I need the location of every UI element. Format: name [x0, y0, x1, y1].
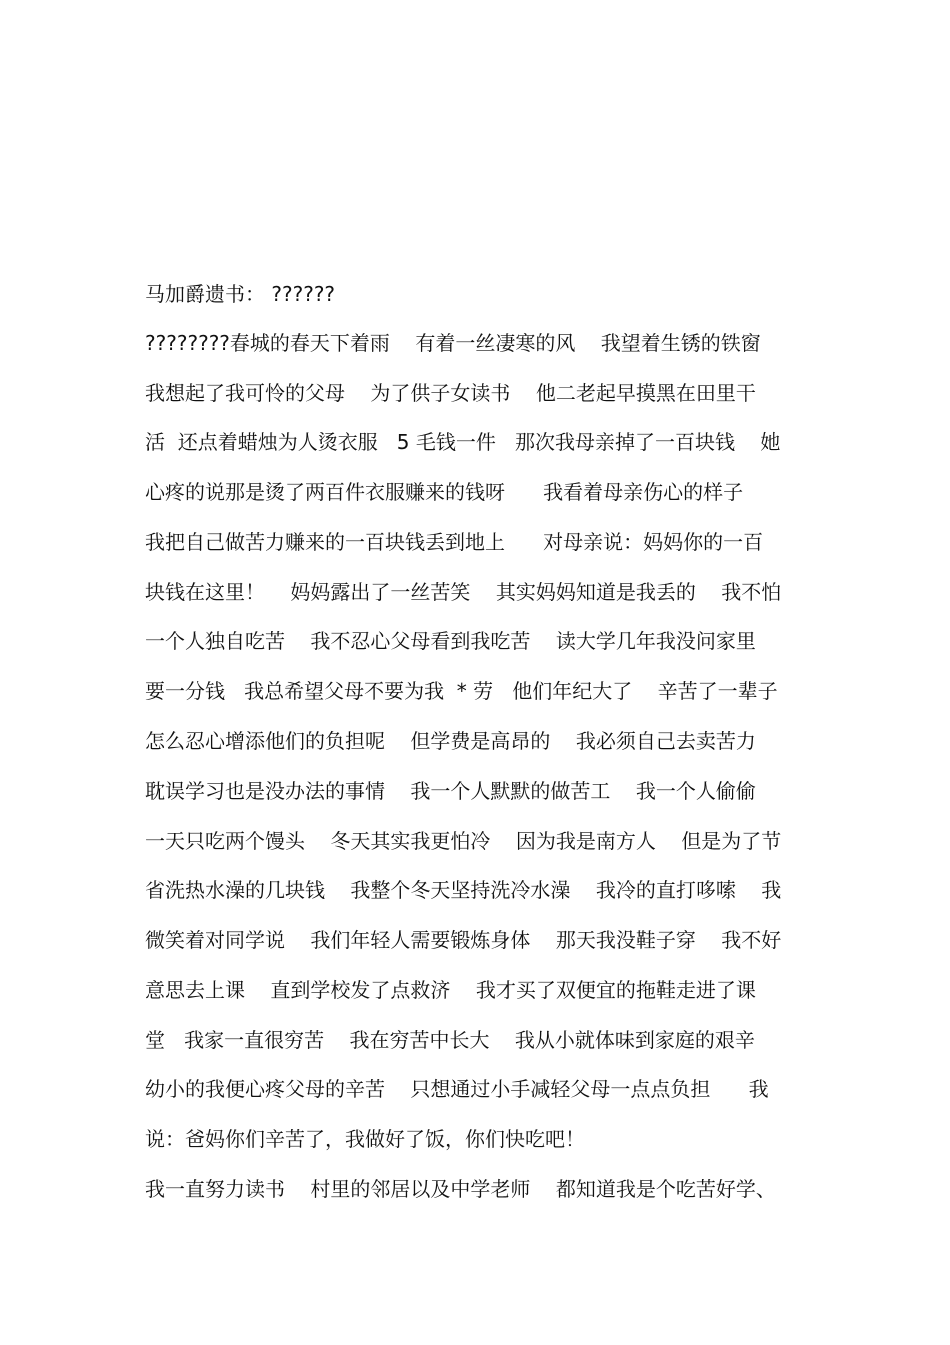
text-line: 心疼的说那是烫了两百件衣服赚来的钱呀 我看着母亲伤心的样子	[145, 480, 744, 504]
text-line: 活 还点着蜡烛为人烫衣服 5 毛钱一件 那次我母亲掉了一百块钱 她	[145, 430, 781, 454]
text-line: 意思去上课 直到学校发了点救济 我才买了双便宜的拖鞋走进了课	[145, 978, 756, 1002]
text-line: 要一分钱 我总希望父母不要为我 * 劳 他们年纪大了 辛苦了一辈子	[145, 679, 778, 703]
text-line: ????????春城的春天下着雨 有着一丝凄寒的风 我望着生锈的铁窗	[145, 331, 761, 355]
text-line: 我一直努力读书 村里的邻居以及中学老师 都知道我是个吃苦好学、	[145, 1177, 776, 1201]
text-line: 微笑着对同学说 我们年轻人需要锻炼身体 那天我没鞋子穿 我不好	[145, 928, 782, 952]
text-line: 一天只吃两个馒头 冬天其实我更怕冷 因为我是南方人 但是为了节	[145, 829, 782, 853]
text-line: 一个人独自吃苦 我不忍心父母看到我吃苦 读大学几年我没问家里	[145, 629, 756, 653]
text-line: 我想起了我可怜的父母 为了供子女读书 他二老起早摸黑在田里干	[145, 381, 756, 405]
text-line: 说：爸妈你们辛苦了，我做好了饭，你们快吃吧！	[145, 1127, 585, 1151]
text-line: 块钱在这里！ 妈妈露出了一丝苦笑 其实妈妈知道是我丢的 我不怕	[145, 580, 782, 604]
text-line: 堂 我家一直很穷苦 我在穷苦中长大 我从小就体味到家庭的艰辛	[145, 1028, 755, 1052]
text-line: 省洗热水澡的几块钱 我整个冬天坚持洗冷水澡 我冷的直打哆嗦 我	[145, 878, 782, 902]
document-title: 马加爵遗书： ??????	[145, 282, 336, 306]
text-line: 我把自己做苦力赚来的一百块钱丢到地上 对母亲说：妈妈你的一百	[145, 530, 764, 554]
text-line: 耽误学习也是没办法的事情 我一个人默默的做苦工 我一个人偷偷	[145, 779, 756, 803]
text-line: 怎么忍心增添他们的负担呢 但学费是高昂的 我必须自己去卖苦力	[145, 729, 756, 753]
text-line: 幼小的我便心疼父母的辛苦 只想通过小手减轻父母一点点负担 我	[145, 1077, 769, 1101]
